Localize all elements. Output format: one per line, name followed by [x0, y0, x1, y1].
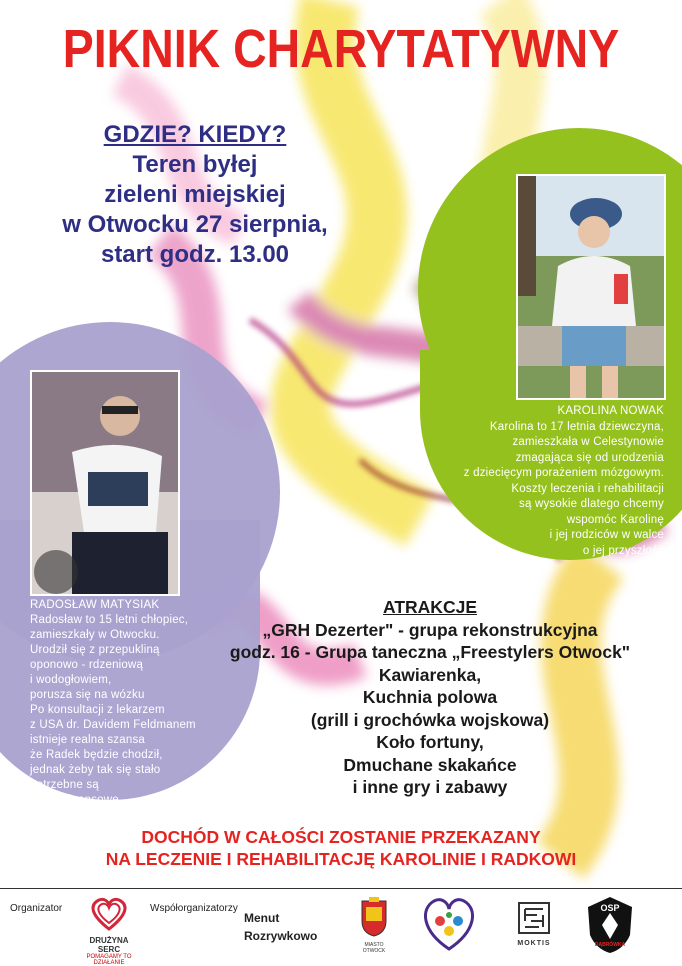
druzyna-name: DRUŻYNA SERC [89, 936, 129, 954]
radoslaw-line: środki finansowe [30, 794, 119, 806]
where-line: w Otwocku 27 sierpnia, [62, 211, 328, 238]
where-line: zieleni miejskiej [104, 181, 286, 208]
karolina-line: zamieszkała w Celestynowie [512, 436, 664, 448]
karolina-photo [516, 174, 666, 400]
co-organizers-label: Współorganizatorzy [150, 903, 238, 914]
organizer-label: Organizator [10, 903, 63, 914]
radoslaw-description [30, 598, 230, 808]
logos-bar [0, 888, 682, 966]
where-question: GDZIE? KIEDY? [103, 121, 287, 148]
where-line: Teren byłej [132, 151, 258, 178]
income-line: DOCHÓD W CAŁOŚCI ZOSTANIE PRZEKAZANY [141, 827, 541, 847]
karolina-line: z dziecięcym porażeniem mózgowym. [463, 467, 664, 479]
maze-icon [517, 901, 551, 935]
radoslaw-photo [30, 370, 180, 596]
attraction-line: Kuchnia polowa [362, 687, 498, 707]
karolina-name: KAROLINA NOWAK [557, 405, 664, 417]
radoslaw-line: istnieje realna szansa [30, 734, 145, 746]
radoslaw-line: i wodogłowiem, [30, 674, 112, 686]
druzyna-sub: POMAGAMY TO DZIAŁANIE [86, 954, 132, 966]
kolo-gospodyn-logo [418, 891, 480, 958]
attraction-line: Koło fortuny, [376, 732, 484, 752]
radoslaw-line: Urodził się z przepukliną [30, 644, 160, 656]
folk-heart-icon [418, 891, 480, 953]
menut-logo [244, 909, 317, 945]
karolina-line: wspomóc Karolinę [566, 513, 664, 526]
radoslaw-line: porusza się na wózku [30, 689, 145, 701]
osp-label: OSP [600, 903, 620, 913]
karolina-line: są wysokie dlatego chcemy [519, 498, 664, 510]
otwock-crest-logo [354, 897, 394, 954]
radoslaw-line: Po konsultacji z lekarzem [30, 704, 165, 716]
miasto-label: MIASTO OTWOCK [362, 942, 386, 954]
radoslaw-line: zamieszkały w Otwocku. [30, 629, 160, 641]
radoslaw-line: oponowo - rdzeniową [30, 659, 144, 671]
radoslaw-line: że Radek będzie chodził, [30, 749, 163, 761]
menut-line: Rozrywkowo [244, 929, 318, 943]
karolina-line: Koszty leczenia i rehabilitacji [511, 482, 664, 495]
menut-line: Menut [244, 911, 280, 925]
attractions-block [220, 596, 640, 799]
radoslaw-line: jednak żeby tak się stało [30, 764, 161, 776]
attractions-heading: ATRAKCJE [383, 597, 477, 617]
radoslaw-name: RADOSŁAW MATYSIAK [30, 599, 160, 611]
druzyna-serc-logo [84, 897, 134, 966]
radoslaw-line: Radosław to 15 letni chłopiec, [30, 614, 189, 626]
osp-logo [584, 895, 636, 960]
where-line: start godz. 13.00 [100, 241, 290, 268]
attraction-line: i inne gry i zabawy [352, 777, 508, 797]
page-title: PIKNIK CHARYTATYWNY [62, 19, 620, 79]
karolina-line: i jej rodziców w walce [549, 529, 664, 541]
heart-icon [89, 897, 129, 931]
crest-icon [359, 897, 389, 937]
where-when-block [20, 120, 370, 270]
karolina-line: o jej przyszłość [582, 544, 664, 557]
moktis-label: MOKTIS [517, 940, 551, 947]
income-note [0, 826, 682, 870]
attraction-line: Kawiarenka, [378, 664, 482, 685]
karolina-description [400, 404, 664, 559]
income-line: NA LECZENIE I REHABILITACJĘ KAROLINIE I RADKOWI [105, 849, 577, 869]
attraction-line: „GRH Dezerter" - grupa rekonstrukcyjna [262, 619, 598, 640]
attraction-line: godz. 16 - Grupa taneczna „Freestylers Otwock" [229, 642, 631, 662]
karolina-line: Karolina to 17 letnia dziewczyna, [489, 420, 664, 433]
osp-sub-label: DĄBRÓWKA [594, 942, 626, 948]
moktis-logo [514, 901, 554, 947]
attraction-line: (grill i grochówka wojskowa) [310, 709, 550, 730]
karolina-line: zmagająca się od urodzenia [515, 451, 664, 464]
radoslaw-line: z USA dr. Davidem Feldmanem [30, 719, 196, 731]
radoslaw-line: potrzebne są [30, 779, 99, 791]
attraction-line: Dmuchane skakańce [343, 754, 517, 775]
